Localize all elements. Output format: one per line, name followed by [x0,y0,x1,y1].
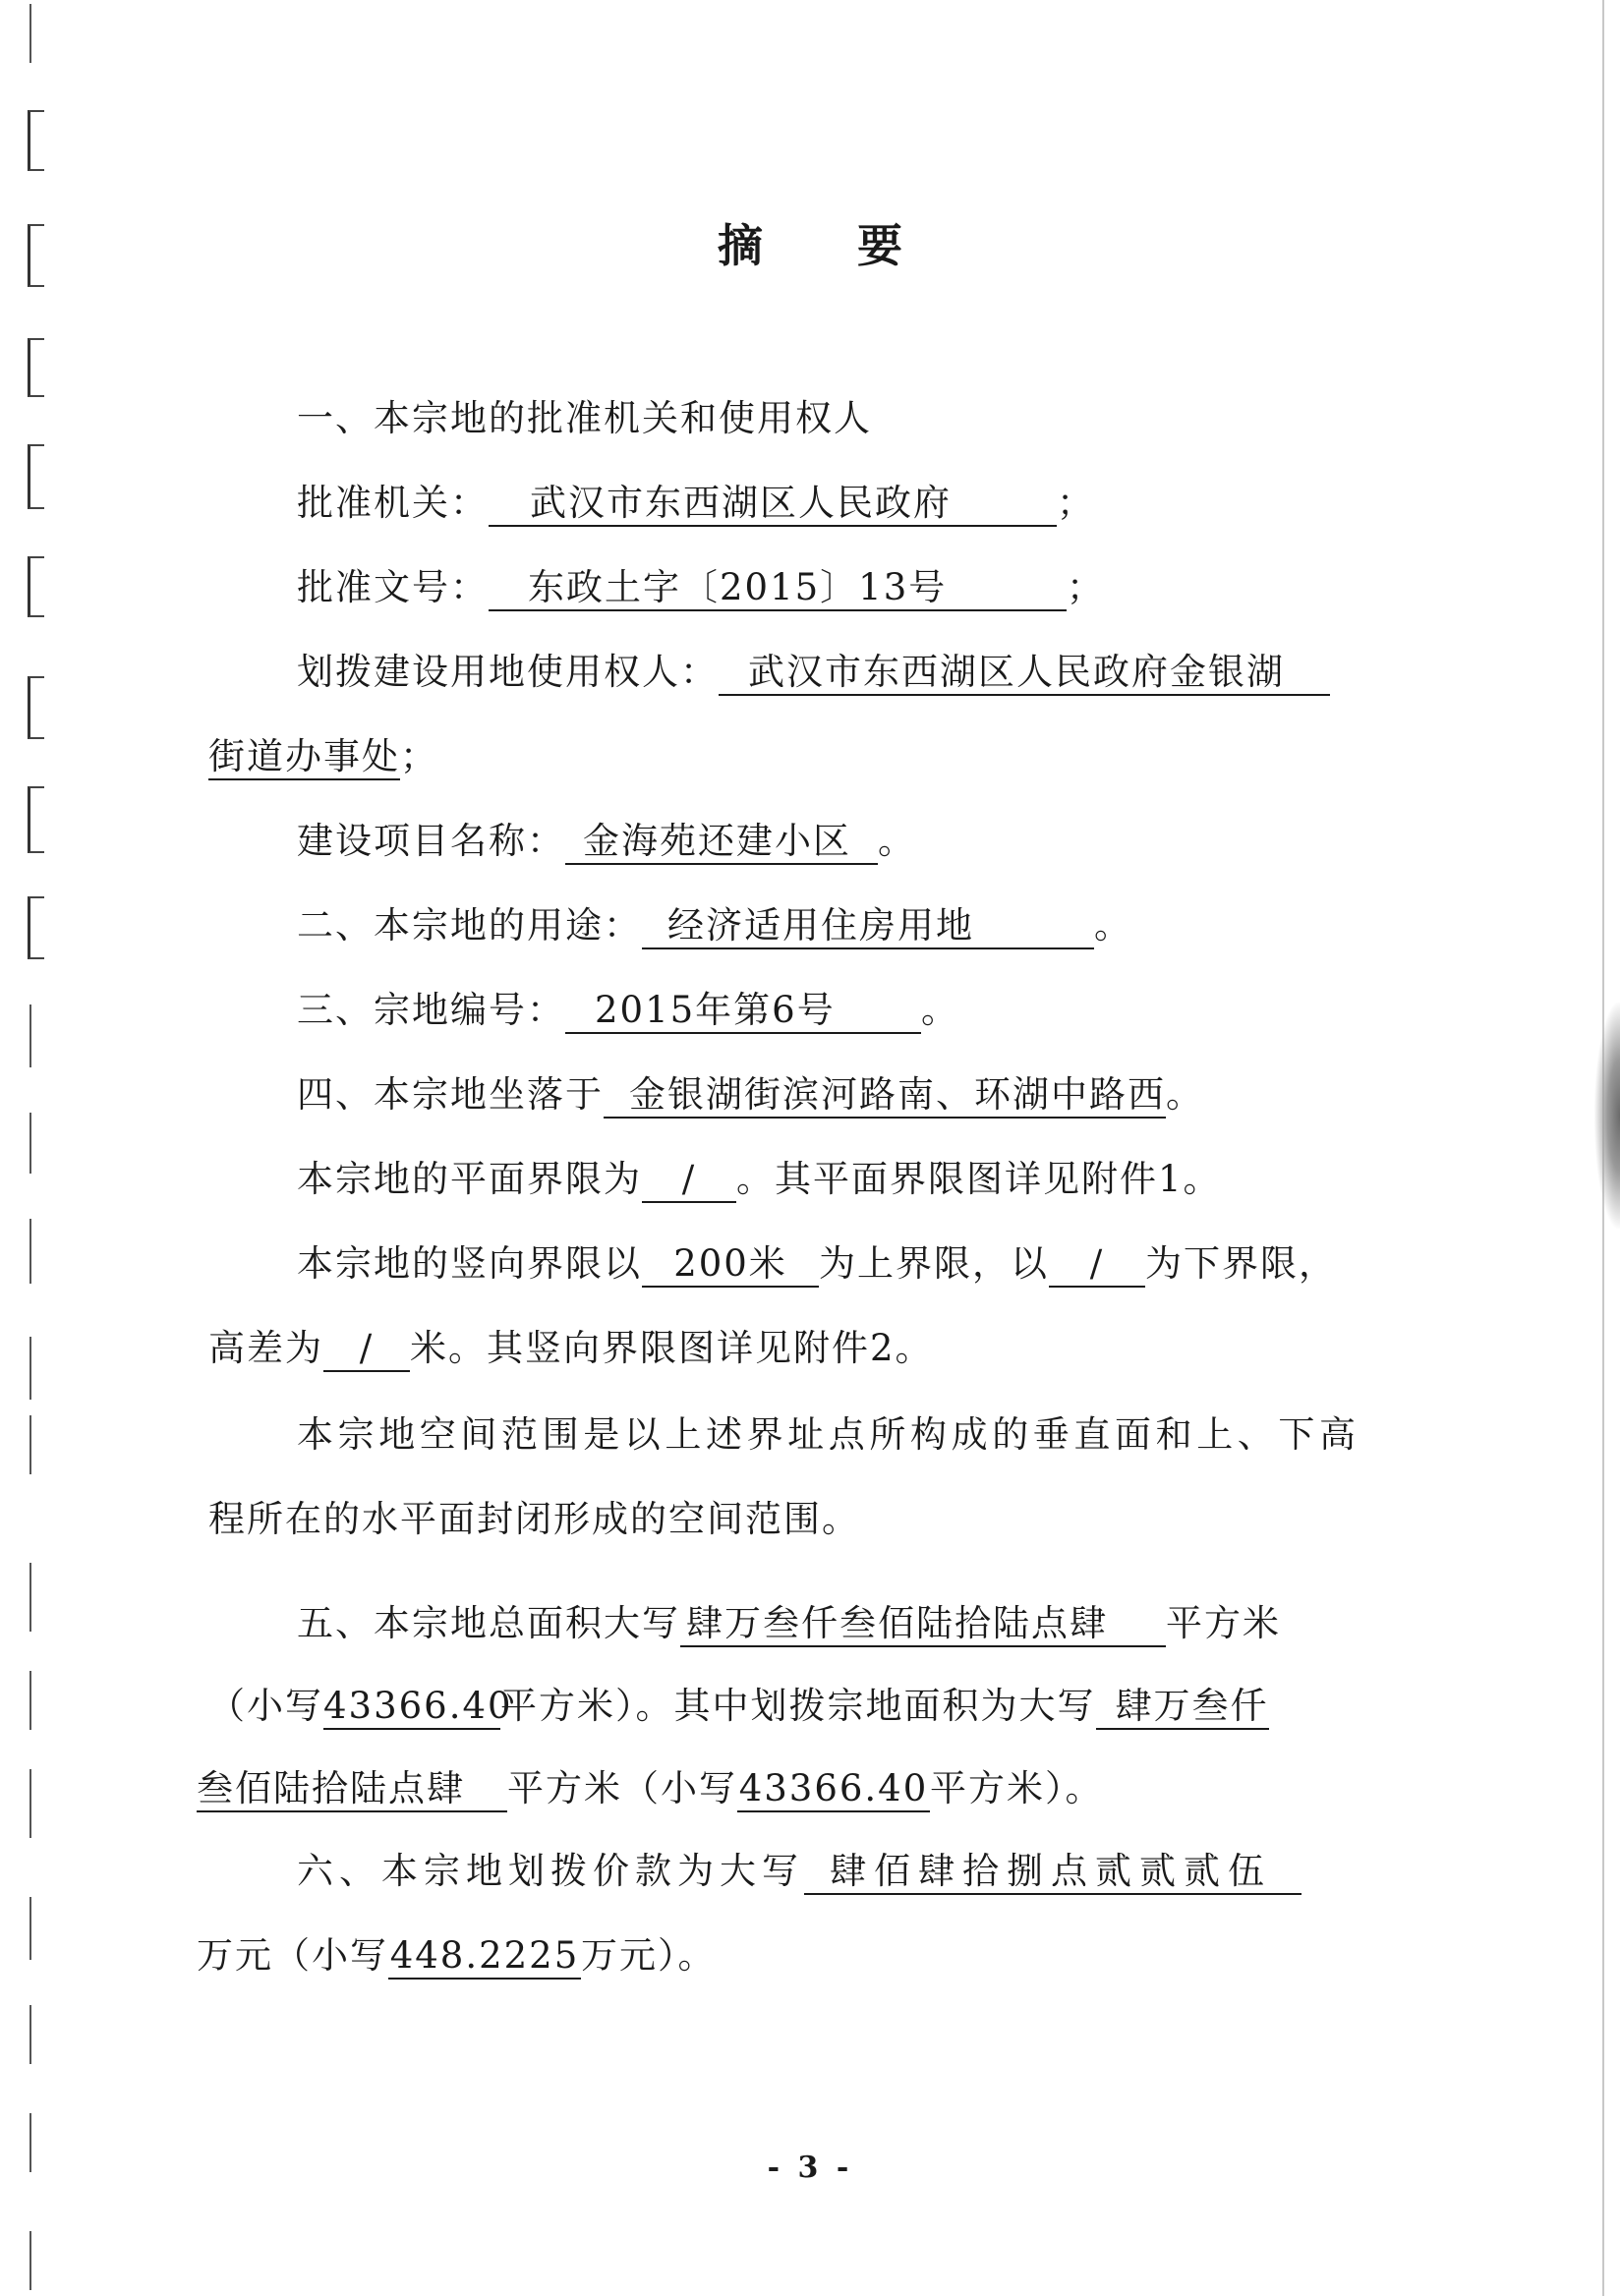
location-label: 四、本宗地坐落于 [297,1073,604,1116]
semicolon: ； [1057,482,1095,524]
alloc-area-line [197,1765,1104,1812]
binding-mark [29,1671,31,1730]
doc-number-value: 东政土字〔2015〕13号 [489,566,1067,611]
parcel-number-value: 2015年第6号 [565,989,921,1034]
binding-mark [29,1004,31,1067]
height-prefix: 高差为 [208,1327,323,1369]
area-prefix: 五、本宗地总面积大写 [297,1602,680,1644]
period: 。 [921,989,959,1031]
height-value: / [323,1327,410,1372]
page-title: 摘 要 [717,219,942,272]
binding-mark [29,2231,31,2290]
vertical-suffix: 为下界限， [1145,1242,1337,1285]
vertical-mid: 为上界限，以 [819,1242,1049,1285]
vertical-lower: / [1049,1242,1145,1288]
binding-mark [28,556,44,617]
space-range-line-1: 本宗地空间范围是以上述界址点所构成的垂直面和上、下高 [297,1413,1360,1456]
plane-prefix: 本宗地的平面界限为 [297,1158,642,1200]
binding-mark [29,2005,31,2064]
price-small-line [197,1932,717,1980]
alloc-mid: 平方米（小写 [507,1767,737,1809]
scan-shadow [1594,1003,1620,1229]
binding-mark [28,110,44,171]
project-name-line [297,818,916,865]
price-prefix: 六、本宗地划拨价款为大写 [297,1850,804,1892]
semicolon: ； [1067,566,1105,608]
area-total-line [297,1600,1281,1647]
height-diff-line [208,1325,934,1372]
period: 。 [1166,1073,1204,1116]
area-unit: 平方米 [1166,1602,1281,1644]
binding-mark [28,786,44,853]
location-value: 金银湖街滨河路南、环湖中路西 [604,1073,1166,1119]
binding-mark [29,1897,31,1960]
price-line [297,1848,1302,1895]
binding-mark [29,4,31,63]
project-label: 建设项目名称： [297,820,565,862]
space-range-line-2: 程所在的水平面封闭形成的空间范围。 [208,1498,860,1540]
land-user-line [297,649,1330,696]
land-user-line-2 [208,733,438,780]
authority-value: 武汉市东西湖区人民政府 [489,482,1057,527]
price-lower: 448.2225 [388,1934,581,1980]
section2-line [297,902,1132,949]
section3-line [297,987,959,1034]
plane-suffix: 。其平面界限图详见附件1。 [736,1158,1222,1200]
alloc-suffix: 平方米）。 [930,1767,1104,1809]
alloc-area-lower: 43366.40 [737,1767,930,1812]
period: 。 [878,820,916,862]
area-small-line [208,1683,1269,1730]
plane-boundary-line [297,1156,1222,1203]
binding-mark [28,896,44,959]
binding-mark [28,338,44,397]
authority-label: 批准机关： [297,482,489,524]
doc-label: 批准文号： [297,566,489,608]
usage-value: 经济适用住房用地 [642,904,1094,949]
area-total-upper: 肆万叁仟叁佰陆拾陆点肆 [680,1602,1166,1647]
binding-mark [28,676,44,739]
vertical-upper: 200米 [642,1242,819,1288]
binding-mark [28,444,44,509]
price-upper: 肆佰肆拾捌点贰贰贰伍 [804,1850,1302,1895]
parcel-number-label: 三、宗地编号： [297,989,565,1031]
vertical-boundary-line [297,1240,1337,1288]
doc-number-line [297,564,1105,611]
small-prefix: （小写 [208,1685,323,1727]
semicolon: ； [400,735,438,777]
alloc-area-upper-2: 叁佰陆拾陆点肆 [197,1767,507,1812]
section1-heading: 一、本宗地的批准机关和使用权人 [297,397,872,439]
land-user-value-1: 武汉市东西湖区人民政府金银湖 [719,651,1330,696]
area-total-lower: 43366.40 [323,1685,500,1730]
project-name-value: 金海苑还建小区 [565,820,878,865]
binding-mark [29,1415,31,1474]
land-user-value-2: 街道办事处 [208,735,400,780]
binding-mark [29,1113,31,1174]
binding-mark [29,1563,31,1632]
price-suffix: 万元）。 [581,1934,717,1977]
alloc-area-upper-1: 肆万叁仟 [1096,1685,1269,1730]
area-mid-text: 平方米）。其中划拨宗地面积为大写 [500,1685,1096,1727]
binding-mark [29,1337,31,1400]
height-suffix: 米。其竖向界限图详见附件2。 [410,1327,934,1369]
section4-location-line [297,1071,1204,1119]
price-unit-line: 万元（小写 [197,1934,388,1977]
page-number: - 3 - [767,2151,853,2185]
usage-label: 二、本宗地的用途： [297,904,642,947]
binding-mark [29,1219,31,1284]
plane-value: / [642,1158,736,1203]
land-user-label: 划拨建设用地使用权人： [297,651,719,693]
authority-line [297,480,1095,527]
binding-mark [29,1769,31,1838]
vertical-prefix: 本宗地的竖向界限以 [297,1242,642,1285]
period: 。 [1094,904,1132,947]
